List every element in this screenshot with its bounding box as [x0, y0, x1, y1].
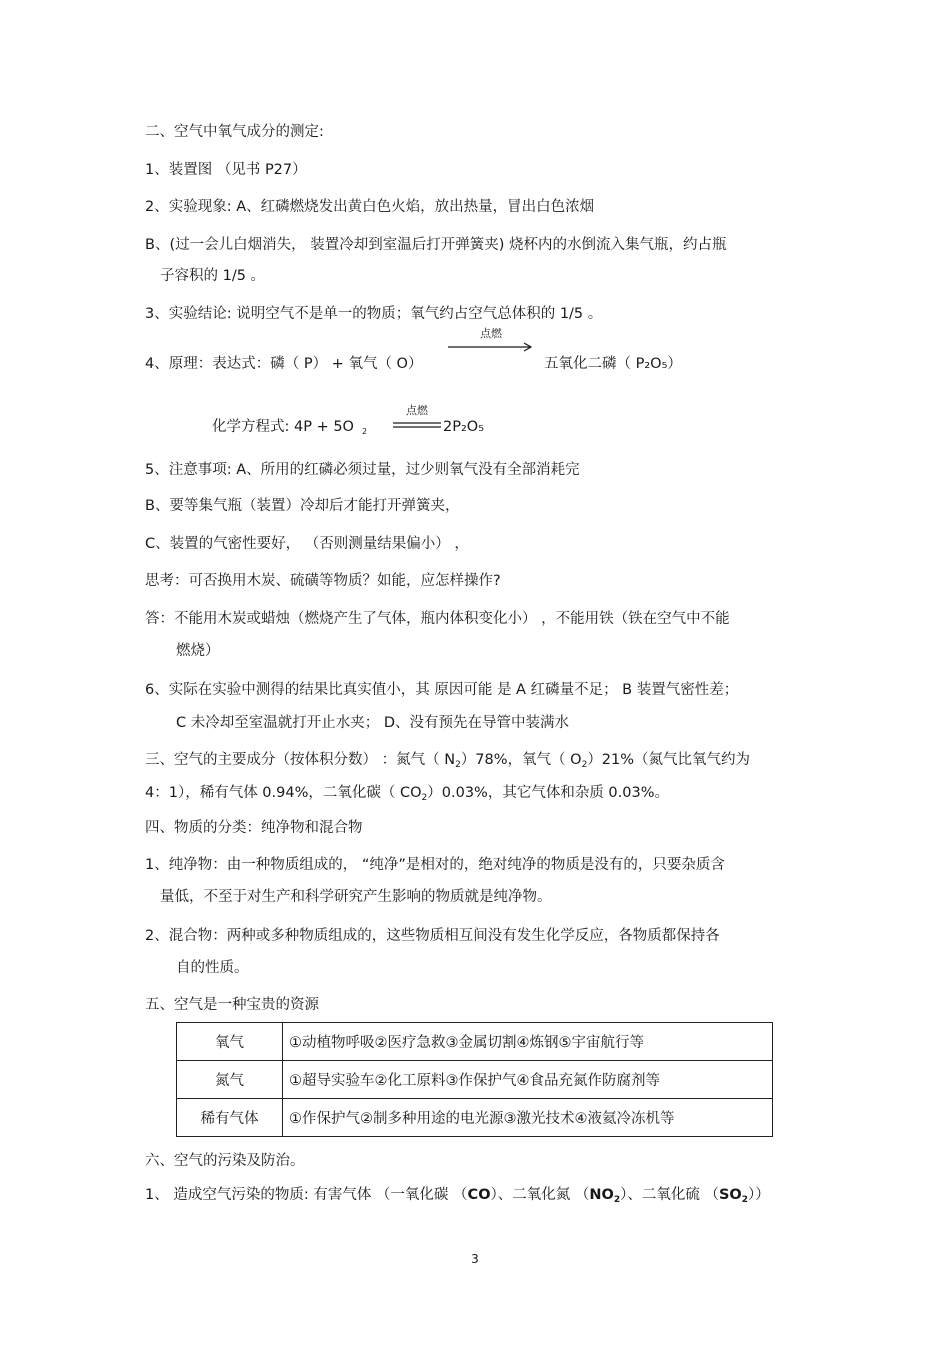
- co2-subscript: 2: [421, 793, 428, 803]
- section-4-title: 四、物质的分类：纯净物和混合物: [145, 820, 363, 836]
- double-line-icon: [393, 421, 441, 429]
- composition-line-cont: [145, 783, 669, 808]
- conclusion-line: 3、实验结论: 说明空气不是单一的物质；氧气约占空气总体积的 1/5 。: [145, 306, 603, 322]
- phenomenon-line-b-cont: 子容积的 1/5 。: [160, 268, 266, 284]
- co-formula: CO: [467, 1187, 491, 1203]
- pollutants-text-2: ）、二氧化氮 （: [490, 1187, 590, 1203]
- gas-name-cell: 稀有气体: [177, 1099, 283, 1137]
- no2-subscript: 2: [613, 1195, 621, 1205]
- notes-line-c: C、装置的气密性要好， （否则测量结果偏小） ，: [145, 536, 469, 552]
- actual-result-line: 6、实际在实验中测得的结果比真实值小，其 原因可能 是 A 红磷量不足； B 装置气密性差；: [145, 682, 739, 698]
- chemical-equation-product: 2P₂O₅: [443, 419, 485, 435]
- phenomenon-line-a: 2、实验现象: A、红磷燃烧发出黄白色火焰，放出热量，冒出白色浓烟: [145, 199, 595, 215]
- pollutants-text-4: ））: [748, 1187, 770, 1203]
- pure-substance-line: 1、纯净物：由一种物质组成的， “纯净”是相对的，绝对纯净的物质是没有的，只要杂质含: [145, 857, 725, 873]
- section-6-title: 六、空气的污染及防治。: [145, 1153, 305, 1169]
- composition-text-5: ）0.03%，其它气体和杂质 0.03%。: [427, 785, 669, 801]
- composition-text-1: 三、空气的主要成分（按体积分数） ：氮气（ N: [145, 752, 456, 768]
- page-number: 3: [471, 1252, 479, 1266]
- reaction-arrow: [448, 328, 534, 356]
- chemical-equation-prefix: 化学方程式: 4P + 5O: [212, 419, 354, 435]
- chemical-equation-left: [212, 417, 367, 442]
- mixture-line-cont: 自的性质。: [176, 960, 249, 976]
- oxygen-subscript: 2: [361, 427, 368, 436]
- nitrogen-subscript: 2: [455, 760, 461, 770]
- answer-line-cont: 燃烧）: [176, 643, 220, 659]
- apparatus-line: 1、装置图 （见书 P27）: [145, 162, 307, 178]
- pollutants-text-3: ）、二氧化硫 （: [620, 1187, 719, 1203]
- think-question: 思考：可否换用木炭、硫磺等物质？如能，应怎样操作?: [145, 573, 501, 589]
- pollutants-line: [145, 1185, 770, 1210]
- table-row: [177, 1023, 773, 1061]
- answer-line: 答：不能用木炭或蜡烛（燃烧产生了气体，瓶内体积变化小） ，不能用铁（铁在空气中不能: [145, 611, 730, 627]
- pure-substance-line-cont: 量低，不至于对生产和科学研究产生影响的物质就是纯净物。: [160, 889, 552, 905]
- composition-text-2: ）78%，氧气（ O: [460, 752, 582, 768]
- oxygen-subscript-2: 2: [581, 760, 588, 770]
- word-equation-left: 4、原理：表达式：磷（ P） + 氧气（ O）: [145, 356, 423, 372]
- notes-line-b: B、要等集气瓶（装置）冷却后才能打开弹簧夹，: [145, 498, 460, 514]
- gas-uses-cell: ①动植物呼吸②医疗急救③金属切割④炼钢⑤宇宙航行等: [283, 1023, 773, 1061]
- pollutants-text-1: 1、 造成空气污染的物质: 有害气体 （一氧化碳 （: [145, 1187, 468, 1203]
- gas-uses-cell: ①超导实验车②化工原料③作保护气④食品充氮作防腐剂等: [283, 1061, 773, 1099]
- gas-name-cell: 氧气: [177, 1023, 283, 1061]
- actual-result-line-cont: C 未冷却至室温就打开止水夹； D、没有预先在导管中装满水: [176, 715, 570, 731]
- so2-subscript: 2: [741, 1195, 749, 1205]
- composition-line: [145, 750, 750, 775]
- arrow-icon: [448, 342, 534, 352]
- composition-text-3: ）21%（氮气比氧气约为: [587, 752, 751, 768]
- table-row: [177, 1099, 773, 1137]
- section-2-title: 二、空气中氧气成分的测定:: [145, 124, 324, 140]
- gas-name-cell: 氮气: [177, 1061, 283, 1099]
- gas-uses-cell: ①作保护气②制多种用途的电光源③激光技术④液氦冷冻机等: [283, 1099, 773, 1137]
- mixture-line: 2、混合物：两种或多种物质组成的，这些物质相互间没有发生化学反应，各物质都保持各: [145, 928, 720, 944]
- equation-condition-label: 点燃: [406, 404, 428, 417]
- section-5-title: 五、空气是一种宝贵的资源: [145, 997, 319, 1013]
- composition-text-4: 4：1），稀有气体 0.94%，二氧化碳（ CO: [145, 785, 422, 801]
- word-equation-right: 五氧化二磷（ P₂O₅）: [544, 356, 682, 372]
- no2-formula: NO: [589, 1187, 614, 1203]
- arrow-condition-label: 点燃: [480, 327, 502, 340]
- phenomenon-line-b: B、(过一会儿白烟消失， 装置冷却到室温后打开弹簧夹) 烧杯内的水倒流入集气瓶，约占瓶: [145, 237, 727, 253]
- equation-equals-sign: [393, 405, 441, 433]
- so2-formula: SO: [718, 1187, 742, 1203]
- air-uses-table: [176, 1022, 773, 1137]
- notes-line-a: 5、注意事项: A、所用的红磷必须过量，过少则氧气没有全部消耗完: [145, 462, 580, 478]
- table-row: [177, 1061, 773, 1099]
